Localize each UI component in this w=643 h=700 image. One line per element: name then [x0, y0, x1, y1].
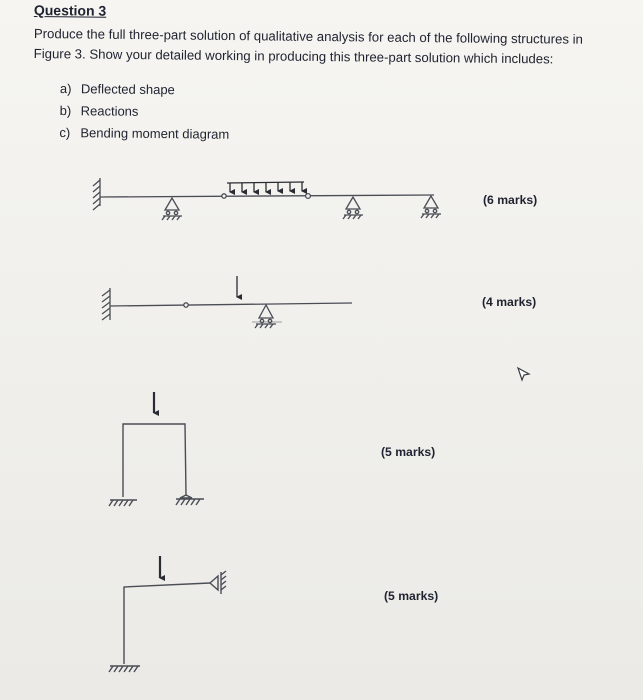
part-text: Reactions — [80, 103, 139, 119]
hinge-icon — [306, 194, 311, 199]
part-letter: a) — [59, 80, 72, 97]
part-text: Bending moment diagram — [80, 125, 230, 142]
beam-member — [100, 195, 434, 197]
question-title: Question 3 — [33, 2, 107, 19]
marks-label: (5 marks) — [381, 445, 436, 459]
hinge-icon — [222, 194, 226, 198]
roller-support-icon — [162, 198, 182, 220]
part-text: Deflected shape — [80, 81, 175, 98]
structure-3-frame — [109, 392, 204, 506]
marks-label: (6 marks) — [483, 193, 538, 207]
marks-label: (4 marks) — [482, 295, 537, 309]
roller-support-icon — [343, 197, 363, 219]
structure-1-beam — [93, 178, 441, 220]
fixed-support-icon — [93, 178, 100, 210]
frame-member — [123, 424, 186, 497]
roller-support-icon — [210, 571, 226, 594]
fixed-support-icon — [109, 666, 140, 672]
fixed-support-icon — [109, 500, 137, 506]
part-letter: c) — [59, 124, 71, 141]
mouse-cursor-icon — [516, 366, 532, 387]
roller-support-icon — [252, 305, 282, 328]
beam-member — [110, 303, 352, 306]
hinge-icon — [184, 303, 188, 307]
frame-member — [124, 583, 210, 664]
structure-4-frame — [109, 556, 226, 672]
part-letter: b) — [59, 102, 72, 119]
question-intro: Produce the full three-part solution of qualitative analysis for each of the following structures in Figure 3. Show your detailed working in producing this three-part solution which includes: — [33, 25, 583, 67]
distributed-load-icon — [227, 182, 304, 192]
fixed-support-icon — [102, 288, 110, 320]
marks-label: (5 marks) — [384, 589, 439, 603]
structure-2-beam — [102, 276, 352, 328]
pin-support-icon — [176, 495, 204, 505]
roller-support-icon — [421, 196, 441, 218]
